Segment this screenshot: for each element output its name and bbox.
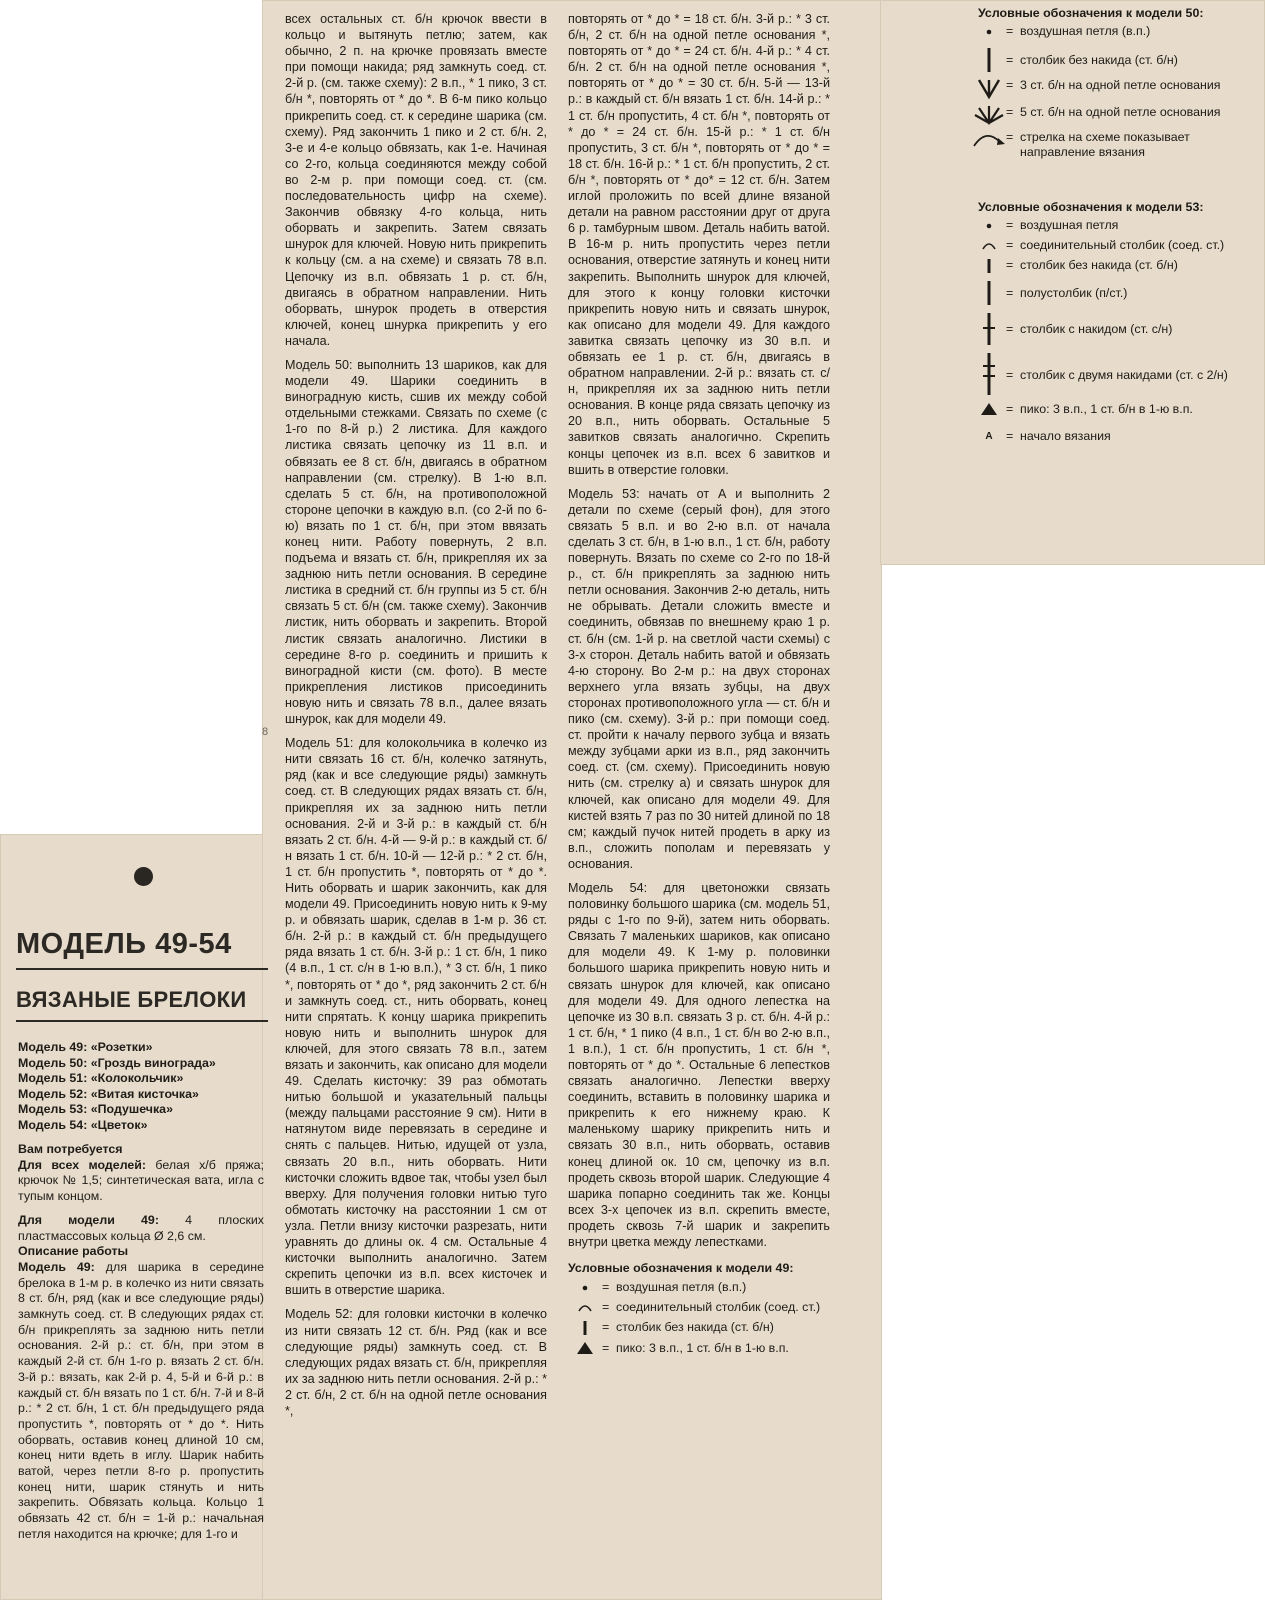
model49-text: 4 плоских пластмассовых кольца Ø 2,6 см. bbox=[18, 1212, 265, 1243]
model49-desc-text: для шарика в середине брелока в 1-м р. в колечко из нити связать 8 ст. б/н, ряд (как и все следующие ряды) замкнуть соед. ст. В следующих рядах ст. б/н прикреплять за заднюю нить петли основания. 2-й р.: ст. б/н, при этом в каждый 2-й ст. б/н 1-го р. вязать 2 ст. б/н. 3-й р.: вязать, как 2-й р. 4, 5-й и 6-й р.: в каждый ст. б/н вязать по 1 ст. б/н. 7-й и 8-й р.: * 2 ст. б/н, 1 ст. б/н предыдущего ряда пропустить *, повторять от * до *. Нить оборвать, оставив конец длиной 10 см, конец нити вдеть в иглу. Шарик набить ватой, через петли 8-го р. пропустить конец нити, шарик стянуть и нить закрепить. Обвязать кольца. Кольцо 1 обвязать 42 ст. б/н = 1-й р.: начальная петля находится на крючке; для 1-го и bbox=[18, 1259, 264, 1541]
legend-model50-title: Условные обозначения к модели 50: bbox=[978, 6, 1204, 20]
col3-paragraph: Модель 54: для цветоножки связать половинку большого шарика (см. модель 51, ряды с 1-го по 9-й), затем нить оборвать. Связать 7 маленьких шариков, как описано для модели 49. К 1-му р. половинки большого шарика прикрепить новую нить и связать шнурок для ключей, как описано для модели 49. Для одного лепестка на цепочке из 30 в.п. связать 3 р. ст. б/н. 4-й р.: 1 ст. б/н, * 1 пико (4 в.п., 1 ст. б/н во 2-ю в.п., 1 в.п.), 1 ст. б/н пропустить, 1 ст. б/н *, повторять от * до *. Остальные 6 лепестков связать аналогично. Лепестки вверху соединить, вставить в половинку шарика и прикрепить к его нижнему краю. К маленькому шарику прикрепить нить и связать 30 в.п., нить оборвать, оставив конец длиной ок. 10 см, цепочку из в.п. продеть сквозь второй шарик. Следующие 4 шарика попарно соединить так же. Концы всех 3-х цепочек из в.п. скрепить вместе, продеть сквозь 7-й шарик и закрепить внутри цветка между лепестками. bbox=[568, 880, 830, 1250]
arc-icon bbox=[972, 238, 1006, 252]
col3-paragraph: Модель 53: начать от А и выполнить 2 детали по схеме (серый фон), для этого связать 5 в.п. и во 2-ю в.п. от начала сделать 3 ст. б/н, в 1-ю в.п., 1 ст. б/н, работу повернуть. Вязать по схеме со 2-го по 18-й р., ст. б/н прикреплять за заднюю нить петли основания. Закончив 2-ю деталь, нить не обрывать. Детали сложить вместе и соединить, обвязав по внешнему краю 1 р. ст. б/н (см. 1-й р. на светлой части схемы) с 3-х сторон. Деталь набить ватой и обвязать 4-ю сторону. Во 2-м р.: на двух сторонах верхнего угла вязать зубцы, на двух сторонах противоположного угла — ст. б/н и пико (см. схему). 3-й р.: при помощи соед. ст. пройти к началу первого зубца и вязать между зубцами арки из в.п., ряд закончить соед. ст. (см. схему). Присоединить новую нить (см. стрелку а) и связать шнурок для ключей, как описано для модели 49. Для кистей взять 7 раз по 30 нитей длиной по 18 см; каждый пучок нитей продеть в арку из в.п., сложить пополам и перевязать у основания. bbox=[568, 486, 830, 871]
bar-icon bbox=[568, 1320, 602, 1336]
legend-row: = стрелка на схеме показывает направление вязания bbox=[972, 130, 1232, 160]
models-list-item: Модель 53: «Подушечка» bbox=[18, 1102, 173, 1117]
models-list bbox=[18, 1040, 263, 1134]
models-list-item: Модель 50: «Гроздь винограда» bbox=[18, 1055, 216, 1070]
legend-row: = пико: 3 в.п., 1 ст. б/н в 1-ю в.п. bbox=[568, 1341, 830, 1356]
col2-paragraph: Модель 50: выполнить 13 шариков, как для модели 49. Шарики соединить в виноградную кисть, сшив их между собой отдельными стежками. Связать по схеме (с 1-го по 8-й р.) 2 листика. Для каждого листика связать цепочку из 11 в.п. и обвязать ее 8 ст. б/н, двигаясь в обратном направлении (см. стрелку). В 1-ю в.п. сделать 5 ст. б/н, на противоположной стороне цепочки в каждую в.п. (со 2-й по 6-ю) вязать по 1 ст. б/н, при этом ввязать конец нити. Работу повернуть, 2 в.п. подъема и вязать ст. б/н, прикрепляя их за заднюю нить петли основания. В середине листика в средний ст. б/н группы из 5 ст. б/н связать 5 ст. б/н (см. также схему). Закончив листик, нить оборвать и закрепить. Второй листик связать аналогично. Листики в середине 8-го р. соединить и пришить к виноградной кисти (см. фото). В месте прикрепления листиков присоединить новую нить и связать 78 в.п., далее вязать шнурок, как для модели 49. bbox=[285, 357, 547, 727]
legend-row: = столбик с двумя накидами (ст. с 2/н) bbox=[972, 352, 1232, 396]
legend-model49 bbox=[568, 1260, 830, 1356]
need-heading: Вам потребуется bbox=[18, 1142, 123, 1156]
letter-a-icon: А bbox=[985, 431, 993, 442]
title-rule bbox=[16, 968, 268, 970]
legend-row: = столбик без накида (ст. б/н) bbox=[972, 47, 1232, 73]
work-heading: Описание работы bbox=[18, 1244, 129, 1259]
tall-bar-icon bbox=[972, 280, 1006, 306]
legend-row: = воздушная петля (в.п.) bbox=[972, 24, 1232, 39]
left-text-column bbox=[18, 1142, 264, 1551]
legend-model53 bbox=[972, 200, 1232, 449]
dot-icon bbox=[972, 24, 1006, 38]
col3-paragraph: повторять от * до * = 18 ст. б/н. 3-й р.: * 3 ст. б/н, 2 ст. б/н на одной петле основания *, повторять от * до * = 24 ст. б/н. 4-й р.: * 4 ст. б/н. 2 ст. б/н на одной петле основания *, повторять от * до * = 30 ст. б/н. 5-й — 13-й р.: в каждый ст. б/н вязать 1 ст. б/н. 14-й р.: * 1 ст. б/н пропустить, 4 ст. б/н *, повторять от * до * = 24 ст. б/н. 15-й р.: * 1 ст. б/н пропустить, 3 ст. б/н *, повторять от * до * = 18 ст. б/н. 16-й р.: * 1 ст. б/н пропустить, 2 ст. б/н *, повторять от * до* = 12 ст. б/н. Затем иглой проложить по всей длине вязаной детали на равном расстоянии друг от друга 6 р. тамбурным швом. Деталь набить ватой. В 16-м р. нить пропустить через петли основания, отверстие затянуть и конец нити закрепить. Выполнить шнурок для ключей, для этого к концу головки кисточки прикрепить новую нить и связать шнурок, как описано для модели 49. Для каждого завитка связать цепочку из 30 в.п. и обвязать ее 1 р. ст. б/н, двигаясь в обратном направлении. 2-й р.: вязать ст. с/н, прикрепляя их за заднюю нить петли основания. В конце ряда связать цепочку из 20 в.п., нить оборвать. Остальные 5 завитков связать аналогично. Скрепить концы цепочек из в.п. всех 6 завитков и вшить в отверстие головки. bbox=[568, 12, 830, 477]
page-title: МОДЕЛЬ 49-54 bbox=[16, 928, 232, 960]
legend-row: А = начало вязания bbox=[972, 429, 1232, 444]
legend-row: = полустолбик (п/ст.) bbox=[972, 280, 1232, 306]
text-column-2 bbox=[285, 11, 547, 1427]
legend-model50 bbox=[972, 6, 1232, 165]
legend-row: = соединительный столбик (соед. ст.) bbox=[972, 238, 1232, 253]
legend-row: = 5 ст. б/н на одной петле основания bbox=[972, 105, 1232, 125]
all-models-text: белая х/б пряжа; крючок № 1,5; синтетическая вата, игла с тупым концом. bbox=[18, 1157, 264, 1204]
triangle-icon bbox=[568, 1341, 602, 1355]
fan3-icon bbox=[972, 78, 1006, 100]
bar-icon bbox=[972, 47, 1006, 73]
legend-row: = пико: 3 в.п., 1 ст. б/н в 1-ю в.п. bbox=[972, 402, 1232, 417]
legend-model49-title: Условные обозначения к модели 49: bbox=[568, 1261, 794, 1276]
text-column-3 bbox=[568, 11, 830, 1361]
dot-icon bbox=[568, 1280, 602, 1294]
models-list-item: Модель 52: «Витая кисточка» bbox=[18, 1086, 199, 1101]
page-subtitle: ВЯЗАНЫЕ БРЕЛОКИ bbox=[16, 987, 247, 1012]
subtitle-rule bbox=[16, 1020, 268, 1022]
legend-row: = воздушная петля bbox=[972, 218, 1232, 233]
fan5-icon bbox=[972, 105, 1006, 125]
legend-row: = 3 ст. б/н на одной петле основания bbox=[972, 78, 1232, 100]
one-cross-icon bbox=[972, 312, 1006, 346]
arrow-arc-icon bbox=[972, 130, 1006, 148]
legend-row: = соединительный столбик (соед. ст.) bbox=[568, 1300, 830, 1315]
col2-paragraph: Модель 51: для колокольчика в колечко из нити связать 16 ст. б/н, колечко затянуть, ряд (как и все следующие ряды) замкнуть соед. ст. В следующих рядах вязать ст. б/н, прикрепляя их за заднюю нить петли основания. 2-й и 3-й р.: в каждый ст. б/н вязать 2 ст. б/н. 4-й — 9-й р.: в каждый ст. б/н вязать 1 ст. б/н. 10-й — 12-й р.: * 2 ст. б/н, 1 ст. б/н пропустить *, повторять от * до *. Нить оборвать и шарик закончить, как для модели 49. Присоединить новую нить к 9-му р. и обвязать шарик, сделав в 1-м р. 36 ст. б/н. 2-й р.: в каждый ст. б/н предыдущего ряда вязать 1 ст. б/н. 3-й р.: 1 ст. б/н, 1 пико (4 в.п., 1 ст. с/н в 1-ю в.п.), * 3 ст. б/н, 1 пико *, повторять от * до *, ряд закончить 2 ст. б/н и замкнуть соед. ст., нить оборвать, конец нити спрятать. К концу шарика прикрепить новую нить и выполнить шнурок для ключей, для этого связать 78 в.п., затем вязать и закончить, как описано для модели 49. Сделать кисточку: 39 раз обмотать нитью большой и указательный пальцы (между пальцами расстояние 9 см). Нити в натянутом виде перевязать в середине и снять с пальцев. Нитью, идущей от узла, связать 20 в.п., нить оборвать. Нити кисточки сложить вдвое так, чтобы узел был вверху. Для получения головки нитью туго обмотать кисточку на расстоянии 1 см от узла. Петли внизу кисточки разрезать, нити уравнять до длины ок. 4 см. Остальные 4 кисточки выполнить аналогично. Затем скрепить цепочки из в.п. всех кисточек и вшить в отверстие шарика. bbox=[285, 736, 547, 1298]
legend-model53-title: Условные обозначения к модели 53: bbox=[978, 200, 1204, 214]
legend-row: = столбик без накида (ст. б/н) bbox=[568, 1320, 830, 1336]
bullet-dot-icon bbox=[134, 867, 153, 886]
arc-icon bbox=[568, 1300, 602, 1314]
two-cross-icon bbox=[972, 352, 1006, 396]
models-list-item: Модель 54: «Цветок» bbox=[18, 1117, 148, 1132]
models-list-item: Модель 51: «Колокольчик» bbox=[18, 1071, 184, 1086]
dot-icon bbox=[972, 218, 1006, 232]
legend-row: = столбик с накидом (ст. с/н) bbox=[972, 312, 1232, 346]
models-list-item: Модель 49: «Розетки» bbox=[18, 1040, 153, 1054]
bar-icon bbox=[972, 258, 1006, 274]
triangle-icon bbox=[972, 402, 1006, 416]
legend-row: = столбик без накида (ст. б/н) bbox=[972, 258, 1232, 274]
model49-desc-label: Модель 49: bbox=[18, 1259, 95, 1274]
all-models-label: Для всех моделей: bbox=[18, 1157, 147, 1172]
col2-paragraph: Модель 52: для головки кисточки в колечко из нити связать 12 ст. б/н. Ряд (как и все следующие ряды) замкнуть соед. ст. В следующих рядах вязать ст. б/н, прикрепляя их за заднюю нить петли основания. 2-й р.: * 2 ст. б/н, 2 ст. б/н на одной петле основания *, bbox=[285, 1307, 547, 1418]
model49-label: Для модели 49: bbox=[18, 1212, 159, 1227]
col2-paragraph: всех остальных ст. б/н крючок ввести в кольцо и вытянуть петлю; затем, как обычно, 2 п. на крючке провязать вместе при помощи накида; ряд замкнуть соед. ст. 2-й р. (см. также схему): 2 в.п., * 1 пико, 3 ст. б/н *, повторять от * до *. В 6-м пико кольцо прикрепить соед. ст. к середине шарика (см. схему). Ряд закончить 1 пико и 2 ст. б/н. 2, 3-е и 4-е кольцо обвязать, как 1-е. Начиная со 2-го, кольца соединяются между собой во 2-м р. при помощи соед. ст. (см. последовательность цифр на схеме). Закончив обвязку 4-го кольца, нить оборвать и закрепить. Затем связать шнурок для ключей. Новую нить прикрепить к кольцу (см. а на схеме) и связать 78 в.п. Цепочку из в.п. обвязать 1 р. ст. б/н, двигаясь в обратном направлении. Нить оборвать, шнурок продеть в отверстия ключей, конец шнурка прикрепить у его начала. bbox=[285, 12, 547, 348]
margin-mark: 8 bbox=[262, 726, 269, 738]
legend-row: = воздушная петля (в.п.) bbox=[568, 1280, 830, 1295]
